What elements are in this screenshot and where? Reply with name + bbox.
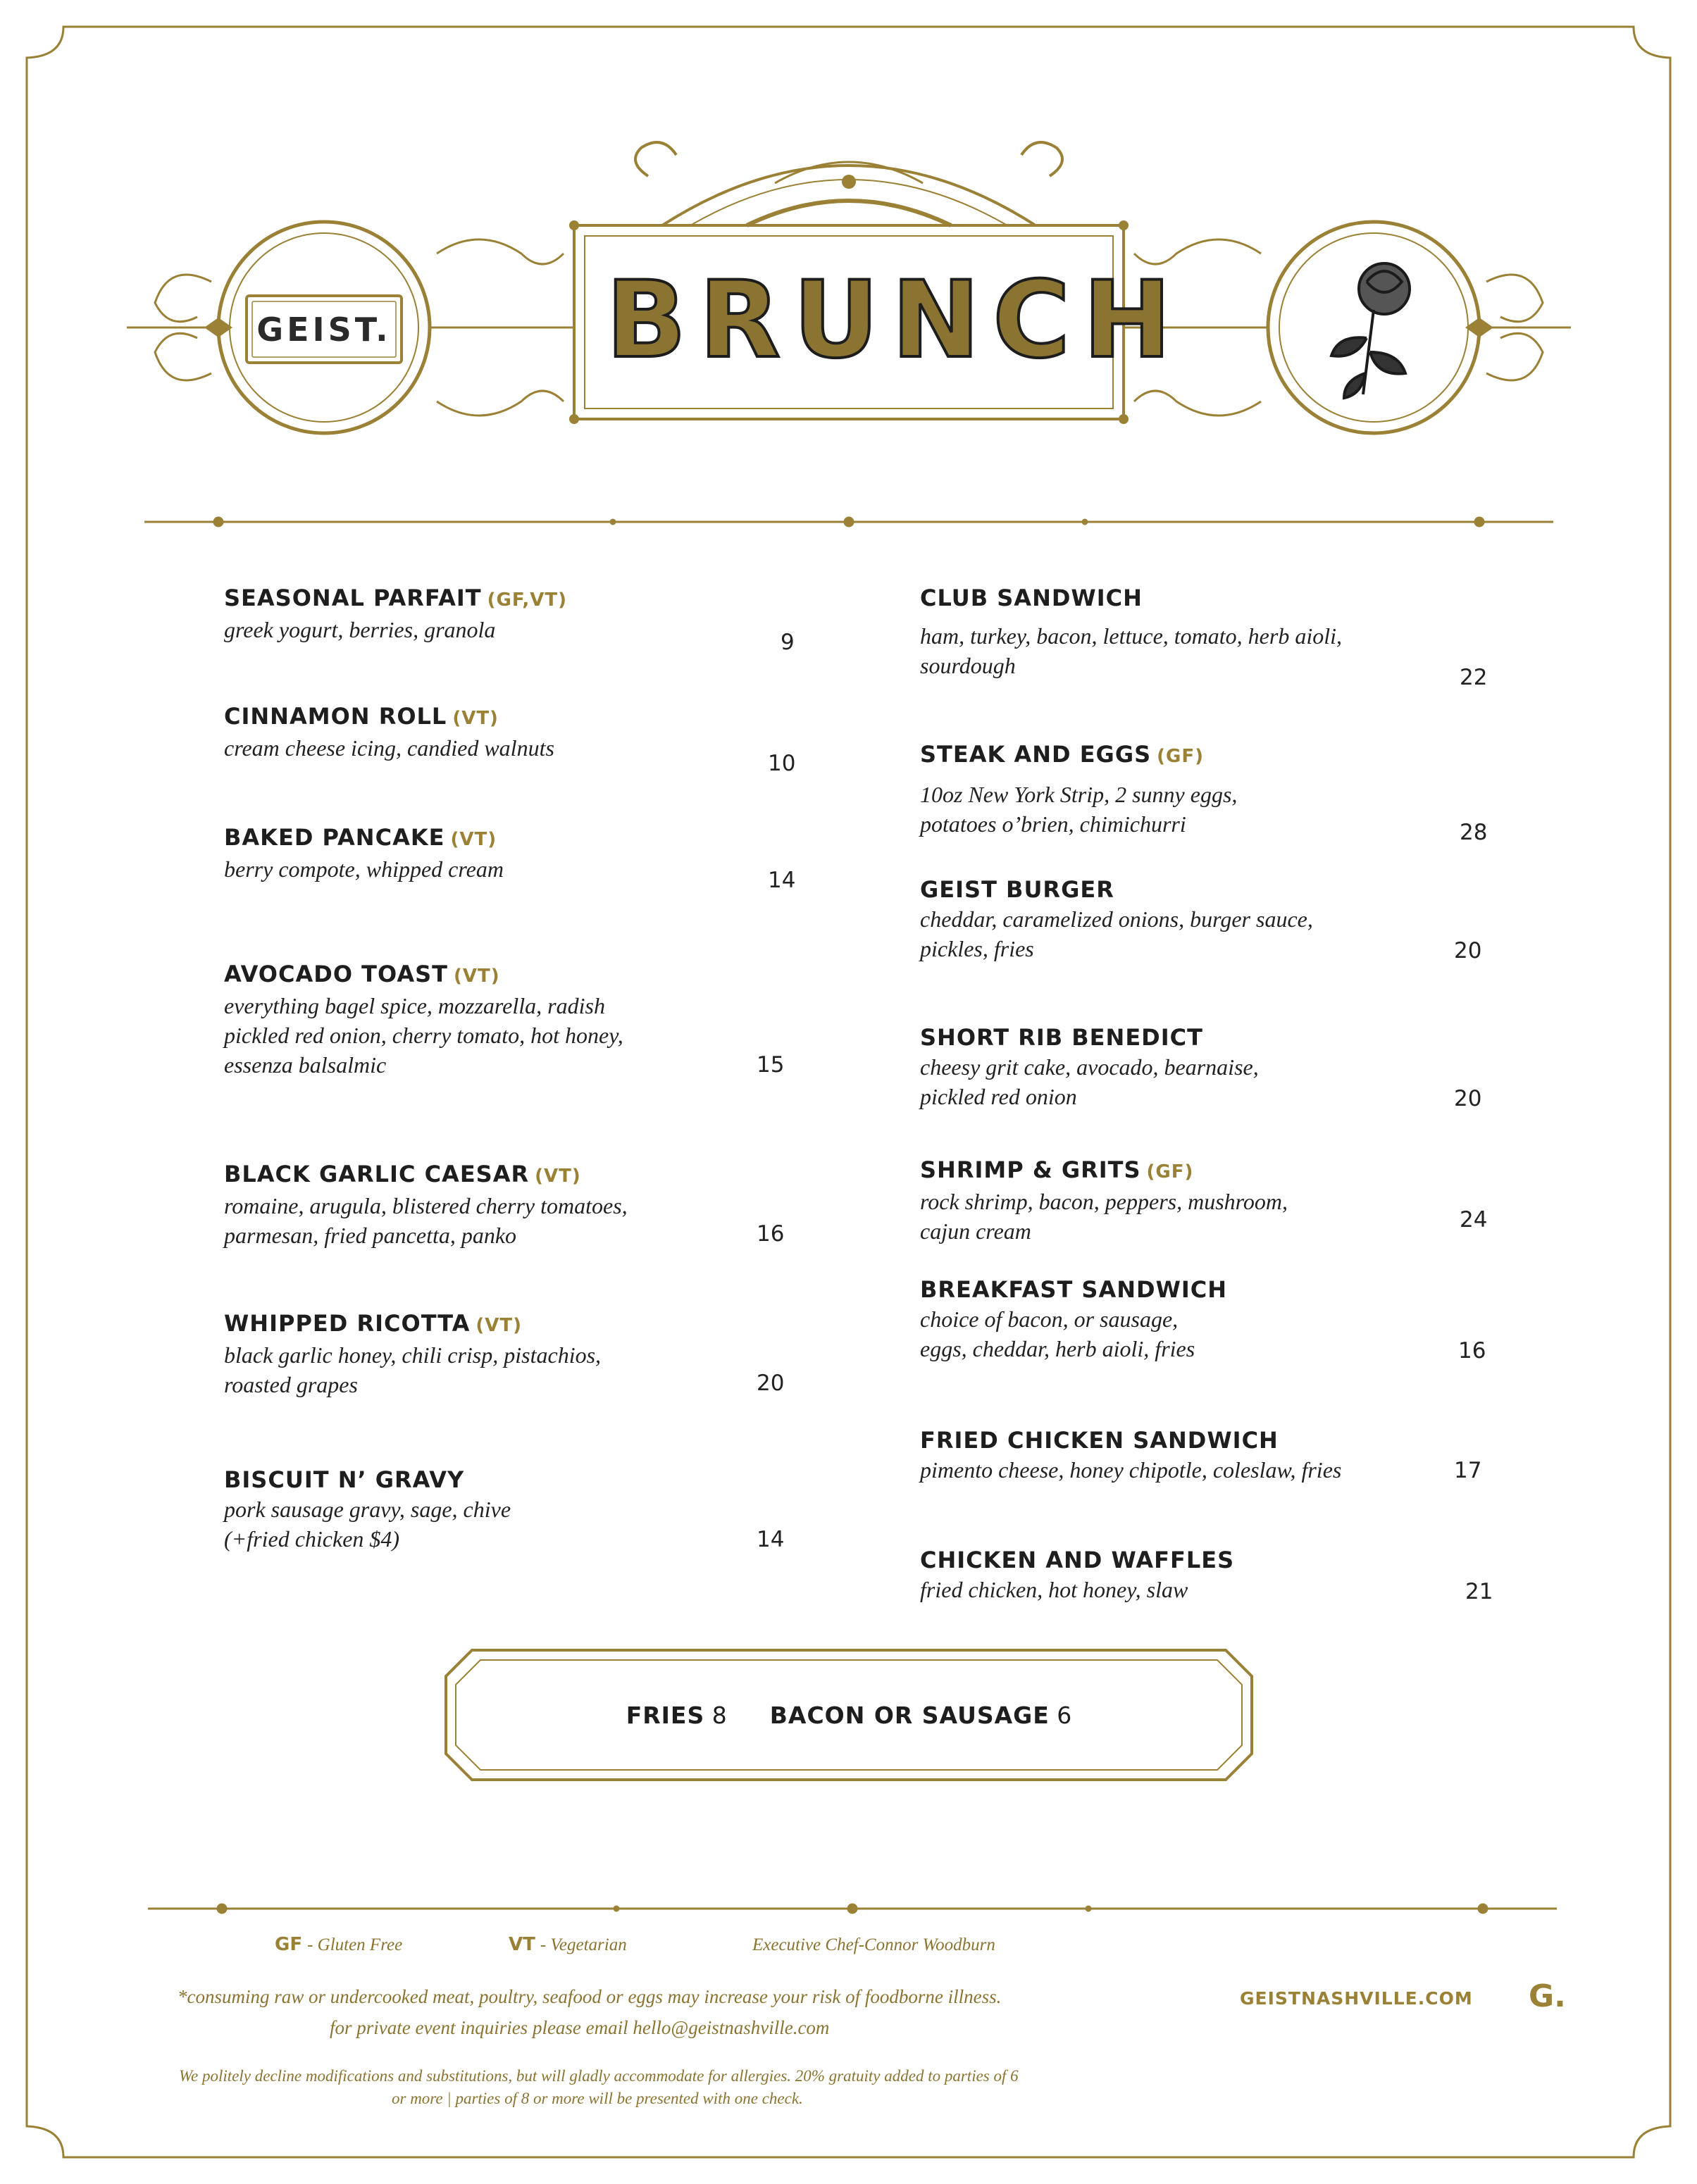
item-name: AVOCADO TOAST <box>224 961 448 987</box>
item-name: SHORT RIB BENEDICT <box>920 1024 1203 1051</box>
item-description: rock shrimp, bacon, peppers, mushroom, cajun cream <box>920 1189 1288 1244</box>
item-description: 10oz New York Strip, 2 sunny eggs, potatoes o’brien, chimichurri <box>920 782 1238 837</box>
item-price: 22 <box>1460 665 1488 690</box>
dietary-tag: (GF) <box>1157 746 1204 767</box>
item-price: 16 <box>1458 1338 1486 1364</box>
menu-item <box>920 1023 1259 1111</box>
item-price: 15 <box>757 1052 785 1078</box>
gf-description: - Gluten Free <box>307 1935 403 1954</box>
item-price: 9 <box>781 630 795 655</box>
dietary-tag: (GF) <box>1146 1161 1194 1183</box>
sides-list <box>444 1700 1254 1731</box>
dietary-tag: (VT) <box>453 966 500 987</box>
menu-item <box>224 583 567 644</box>
item-description: berry compote, whipped cream <box>224 856 504 882</box>
item-description: romaine, arugula, blistered cherry tomatoes, parmesan, fried pancetta, panko <box>224 1193 628 1248</box>
legend-vt <box>509 1933 627 1957</box>
menu-item <box>224 1309 601 1399</box>
rose-illustration-icon <box>1331 263 1410 398</box>
item-name: FRIED CHICKEN SANDWICH <box>920 1427 1279 1454</box>
raw-food-warning: *consuming raw or undercooked meat, poultry, seafood or eggs may increase your risk of foodborne illness. <box>178 1986 1002 2007</box>
item-name: STEAK AND EGGS <box>920 741 1152 768</box>
dietary-tag: (VT) <box>535 1166 581 1187</box>
menu-item <box>224 1465 511 1554</box>
item-name: BLACK GARLIC CAESAR <box>224 1161 530 1187</box>
gf-label: GF <box>275 1934 303 1955</box>
item-price: 21 <box>1465 1579 1493 1604</box>
menu-item <box>920 1155 1288 1246</box>
item-name: CHICKEN AND WAFFLES <box>920 1547 1235 1573</box>
item-price: 20 <box>1454 1086 1482 1111</box>
item-price: 10 <box>768 751 796 776</box>
item-name: SHRIMP & GRITS <box>920 1156 1141 1183</box>
item-description: everything bagel spice, mozzarella, radish pickled red onion, cherry tomato, hot honey, essenza balsalmic <box>224 993 623 1078</box>
dietary-tag: (GF,VT) <box>487 589 568 611</box>
geist-logo: GEIST. <box>256 311 392 349</box>
item-price: 20 <box>757 1371 785 1396</box>
dietary-tag: (VT) <box>452 708 499 729</box>
vt-description: - Vegetarian <box>540 1935 627 1954</box>
side-price: 8 <box>711 1702 727 1729</box>
item-price: 28 <box>1460 820 1488 845</box>
item-price: 14 <box>768 868 796 893</box>
item-name: SEASONAL PARFAIT <box>224 585 482 611</box>
menu-item <box>920 1425 1341 1485</box>
menu-item <box>920 1545 1234 1604</box>
item-name: BISCUIT N’ GRAVY <box>224 1466 465 1493</box>
item-price: 20 <box>1454 938 1482 963</box>
item-name: BREAKFAST SANDWICH <box>920 1276 1228 1303</box>
dietary-tag: (VT) <box>475 1315 522 1336</box>
side-price: 6 <box>1057 1702 1072 1729</box>
item-description: greek yogurt, berries, granola <box>224 617 496 642</box>
item-description: ham, turkey, bacon, lettuce, tomato, herb aioli, sourdough <box>920 623 1342 678</box>
menu-item <box>920 583 1342 680</box>
bottom-divider <box>148 1904 1557 1914</box>
side-name: BACON OR SAUSAGE <box>769 1702 1050 1729</box>
item-name: CINNAMON ROLL <box>224 703 447 730</box>
header-ornament <box>0 0 1697 493</box>
item-name: WHIPPED RICOTTA <box>224 1310 471 1337</box>
item-name: BAKED PANCAKE <box>224 824 445 851</box>
private-events-note: for private event inquiries please email hello@geistnashville.com <box>330 2017 830 2038</box>
menu-item <box>920 740 1237 839</box>
item-description: cheddar, caramelized onions, burger sauce, pickles, fries <box>920 906 1313 961</box>
item-name: GEIST BURGER <box>920 876 1114 903</box>
menu-item <box>224 959 623 1080</box>
item-description: pimento cheese, honey chipotle, coleslaw, fries <box>920 1457 1342 1483</box>
item-name: CLUB SANDWICH <box>920 585 1143 611</box>
g-logo-mark: G. <box>1529 1978 1566 2014</box>
item-description: cheesy grit cake, avocado, bearnaise, pickled red onion <box>920 1054 1259 1109</box>
menu-item <box>224 1159 628 1250</box>
item-price: 16 <box>757 1221 785 1247</box>
item-description: choice of bacon, or sausage, eggs, cheddar, herb aioli, fries <box>920 1306 1195 1361</box>
menu-item <box>224 823 504 884</box>
legend-gf <box>275 1933 402 1957</box>
side-name: FRIES <box>626 1702 705 1729</box>
item-price: 24 <box>1460 1207 1488 1233</box>
policy-line-1: We politely decline modifications and substitutions, but will gladly accommodate for allergies. 20% gratuity added to parties of 6 <box>179 2067 1019 2085</box>
vt-label: VT <box>509 1934 535 1955</box>
item-description: black garlic honey, chili crisp, pistachios, roasted grapes <box>224 1342 602 1397</box>
dietary-tag: (VT) <box>450 829 497 850</box>
page-title: BRUNCH <box>606 259 1184 382</box>
menu-item <box>920 875 1313 963</box>
item-description: cream cheese icing, candied walnuts <box>224 735 554 761</box>
policy-line-2: or more | parties of 8 or more will be presented with one check. <box>392 2090 803 2107</box>
item-price: 14 <box>757 1527 785 1552</box>
executive-chef: Executive Chef-Connor Woodburn <box>752 1935 995 1954</box>
menu-item <box>224 701 554 763</box>
top-divider <box>144 517 1553 527</box>
item-description: pork sausage gravy, sage, chive (+fried chicken $4) <box>224 1497 511 1552</box>
website-link[interactable]: GEISTNASHVILLE.COM <box>1240 1988 1473 2009</box>
item-description: fried chicken, hot honey, slaw <box>920 1577 1188 1602</box>
item-price: 17 <box>1454 1458 1482 1483</box>
menu-item <box>920 1275 1227 1364</box>
